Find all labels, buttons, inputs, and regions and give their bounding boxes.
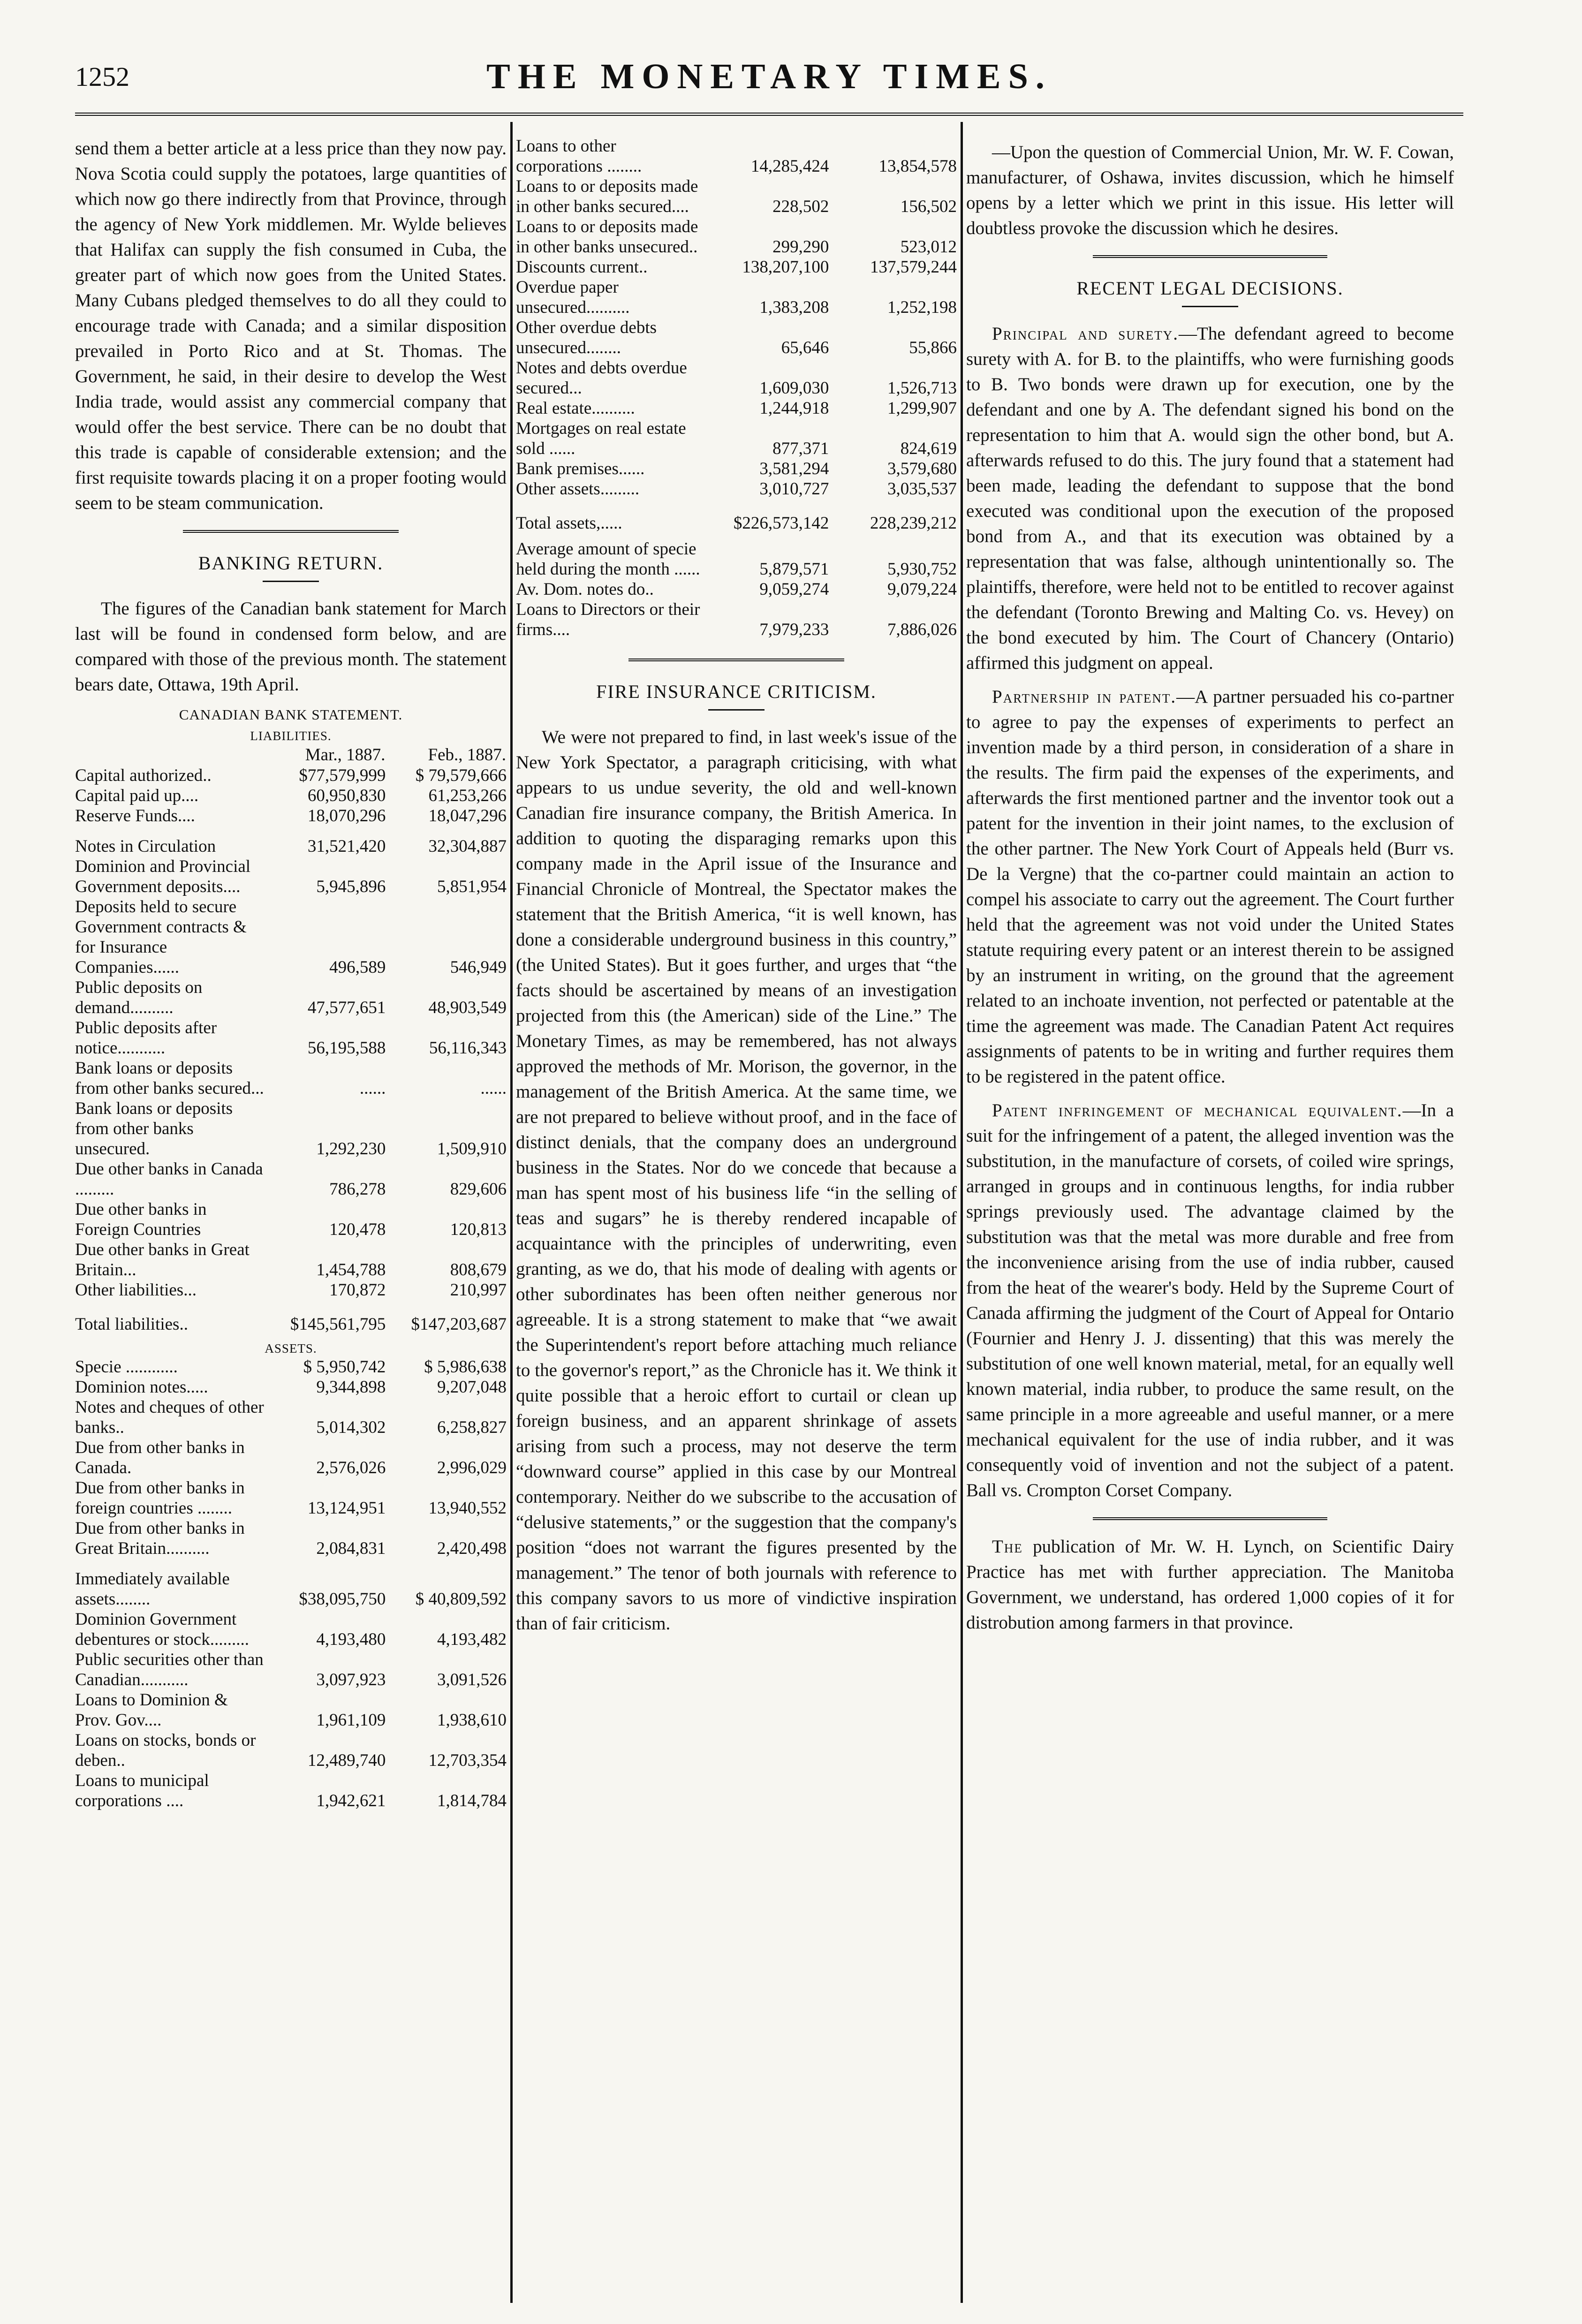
row-label: Total liabilities.. <box>75 1315 188 1334</box>
row-label: Other assets......... <box>516 479 640 499</box>
row-label: Dominion notes..... <box>75 1378 208 1397</box>
total-assets-row <box>516 499 957 539</box>
heading-rule <box>1182 306 1238 307</box>
table-row <box>75 826 507 856</box>
liabilities-caption: LIABILITIES. <box>250 729 332 743</box>
row-label: Capital authorized.. <box>75 766 212 785</box>
february-value: $ 40,809,592 <box>415 1590 507 1609</box>
february-value: 546,949 <box>450 958 507 977</box>
february-value: 55,866 <box>909 338 957 357</box>
february-value: 18,047,296 <box>428 806 507 825</box>
table-row <box>75 1377 507 1397</box>
february-value: 1,814,784 <box>437 1791 507 1810</box>
february-value: 4,193,482 <box>437 1630 507 1649</box>
table-row <box>75 1771 507 1811</box>
february-value: 210,997 <box>450 1280 507 1300</box>
row-label: Reserve Funds.... <box>75 806 195 825</box>
february-value: 9,079,224 <box>887 580 957 599</box>
table-row <box>75 977 507 1018</box>
table-row <box>516 579 957 599</box>
table-row <box>75 1357 507 1377</box>
february-value: 5,930,752 <box>887 560 957 579</box>
row-label: Real estate.......... <box>516 399 635 418</box>
row-label: Loans to municipal corporations .... <box>75 1771 209 1810</box>
february-value: 56,116,343 <box>429 1038 507 1058</box>
table-row <box>516 459 957 479</box>
row-label: Capital paid up.... <box>75 786 199 805</box>
march-value: 7,979,233 <box>759 620 829 639</box>
february-value: 32,304,887 <box>428 837 507 856</box>
february-value: 3,035,537 <box>887 479 957 499</box>
table-row <box>75 897 507 977</box>
row-label: Bank premises...... <box>516 459 645 478</box>
february-value: 12,703,354 <box>428 1751 507 1770</box>
table-row <box>75 1478 507 1518</box>
table-row <box>75 765 507 786</box>
table-row <box>75 1018 507 1058</box>
february-value: 824,619 <box>900 439 957 458</box>
banking-return-heading: BANKING RETURN. <box>198 553 384 574</box>
west-india-trade-paragraph: send them a better article at a less price than they now pay. Nova Scotia could supply the potatoes, large quantities of which now go there indirectly from that Province, through the agency of New York middlemen. Mr. Wylde believes that Halifax can supply the fish consumed in Cuba, the greater part of which now goes from the United States. Many Cubans pledged themselves to do all they could to encourage trade with Canada; and a similar disposition prevailed in Porto Rico and at St. Thomas. The Government, he said, in their desire to develop the West India trade, would assist any commercial company that would offer the best service. There can be no doubt that this trade is capable of considerable extension; and the first requisite towards placing it on a proper footing would seem to be steam communication. <box>75 138 507 513</box>
case-lead-in: Partnership in patent. <box>992 687 1177 707</box>
lead-word: The <box>992 1537 1023 1557</box>
table-row <box>75 1280 507 1300</box>
banking-return-paragraph: The figures of the Canadian bank statement for March last will be found in condensed form below, and are compared with those of the previous month. The statement bears date, Ottawa, 19th April. <box>75 598 507 695</box>
february-value: 7,886,026 <box>887 620 957 639</box>
march-value: $145,561,795 <box>290 1315 386 1334</box>
march-value: 1,292,230 <box>316 1139 386 1158</box>
section-separator <box>628 659 844 661</box>
page-header <box>75 52 1463 122</box>
row-label: Loans to Directors or their firms.... <box>516 600 700 639</box>
row-label: Notes and cheques of other banks.. <box>75 1398 264 1437</box>
row-label: Bank loans or deposits from other banks unsecured. <box>75 1099 233 1158</box>
february-value: ...... <box>480 1079 507 1098</box>
row-label: Loans on stocks, bonds or deben.. <box>75 1731 256 1770</box>
february-value: 3,579,680 <box>887 459 957 478</box>
february-value: 13,940,552 <box>428 1499 507 1518</box>
table-row <box>75 1098 507 1159</box>
february-value: 120,813 <box>450 1220 507 1239</box>
table-row <box>75 1730 507 1771</box>
dairy-practice-paragraph <box>966 1534 1454 1635</box>
february-value: 48,903,549 <box>428 998 507 1017</box>
table-row <box>75 1058 507 1098</box>
february-value: 2,996,029 <box>437 1458 507 1477</box>
february-value: 156,502 <box>900 197 957 216</box>
row-label: Loans to or deposits made in other banks unsecured.. <box>516 217 698 257</box>
march-value: 5,879,571 <box>759 560 829 579</box>
february-value: 137,579,244 <box>870 257 957 277</box>
row-label: Due from other banks in Canada. <box>75 1438 245 1477</box>
february-value: 13,854,578 <box>878 157 957 176</box>
row-label: Average amount of specie held during the month ...... <box>516 539 700 579</box>
fire-insurance-paragraph: We were not prepared to find, in last week's issue of the New York Spectator, a paragraph criticising, with what appears to us undue severity, the old and well-known Canadian fire insurance company, the British America. In addition to quoting the disparaging remarks upon this company made in the April issue of the Insurance and Financial Chronicle of Montreal, the Spectator makes the statement that the British America, “it is well known, has done a considerable underground business in this country,” (the United States). But it goes further, and urges that “the facts should be ascertained by means of an investigation projected from this (the American) side of the Line.” The Monetary Times, as may be remembered, has not always approved the methods of Mr. Morison, the governor, in the management of the British America. At the same time, we are not prepared to believe without proof, and in the face of distinct denials, that the company does an underground business in the States. Nor do we concede that because a man has spent most of his business life “in the selling of teas and sugars” he is thereby rendered incapable of acquaintance with the principles of underwriting, even granting, as we do, that his mode of dealing with agents or other subordinates has been often neither generous nor agreeable. It is a strong statement to make that “we await the Superintendent's report before attaching much reliance to the governor's report,” as the Chronicle has it. We think it quite possible that a heroic effort to curtail or clean up foreign business, and an apparent shrinkage of assets arising from such a process, may not deserve the term “downward course” applied in this case by our Montreal contemporary. Neither do we subscribe to the accusation of “delusive statements,” or the suggestion that the company's position “does not warrant the figures presented by the management.” The tenor of both journals with reference to this company savors to us more of vindictive inspiration than of fair criticism. <box>516 727 957 1634</box>
row-label: Due from other banks in foreign countries ........ <box>75 1478 245 1518</box>
row-label: Loans to other corporations ........ <box>516 136 642 176</box>
heading-rule <box>708 709 765 711</box>
row-label: Notes in Circulation <box>75 837 216 856</box>
assets-continued-table <box>516 136 957 640</box>
column-header-february: Feb., 1887. <box>428 745 506 765</box>
case-body: —In a suit for the infringement of a patent, the alleged invention was the substitution, in the manufacture of corsets, of coiled wire springs, arranged in groups and in continuous lengths, for india rubber springs previously used. The advantage claimed by the substitution was that the metal was more durable and free from the inconvenience arising from the use of india rubber, caused from the heat of the wearer's body. Held by the Supreme Court of Canada affirming the judgment of the Court of Appeal for Ontario (Fournier and Henry J. J. dissenting) that this was merely the substitution of one well known material, metal, for an equally well known material, india rubber, to produce the same result, on the same principle in a more agreeable and useful manner, or a mere mechanical equivalent for the use of india rubber, and it was consequently void of invention and not the subject of a patent. Ball vs. Crompton Corset Company. <box>966 1100 1454 1500</box>
row-label: Deposits held to secure Government contracts & for Insurance Companies...... <box>75 897 247 977</box>
column-divider-2 <box>961 122 963 2303</box>
february-value: 523,012 <box>900 237 957 257</box>
march-value: $226,573,142 <box>733 514 829 533</box>
row-label: Dominion and Provincial Government deposits.... <box>75 857 251 896</box>
table-row <box>516 277 957 318</box>
table-row <box>75 1240 507 1280</box>
march-value: $77,579,999 <box>299 766 386 785</box>
february-value: 228,239,212 <box>870 514 957 533</box>
march-value: ...... <box>359 1079 386 1098</box>
february-value: 5,851,954 <box>437 877 507 896</box>
table-row <box>516 418 957 459</box>
principal-surety-paragraph <box>966 321 1454 676</box>
case-body: —The defendant agreed to become surety with A. for B. to the plaintiffs, who were furnishing goods to B. Two bonds were drawn up for execution, one by the defendant and one by A. The defendant signed his bond on the representation to him that A. would sign the other bond, but A. afterwards refused to do this. The jury found that a statement had been made, leading the defendant to suppose that the bond executed was conditional upon the execution of the proposed bond from A., and that its execution was obtained by a representation that was false, although unintentionally so. The plaintiffs, therefore, were held not to be entitled to recover against the defendant (Toronto Brewing and Malting Co. vs. Hevey) on the bond executed by him. The Court of Chancery (Ontario) affirmed this judgment on appeal. <box>966 324 1454 673</box>
march-value: 3,581,294 <box>759 459 829 478</box>
march-value: 12,489,740 <box>307 1751 386 1770</box>
february-value: 1,299,907 <box>887 399 957 418</box>
fire-insurance-heading: FIRE INSURANCE CRITICISM. <box>596 681 877 702</box>
march-value: 1,961,109 <box>316 1711 386 1730</box>
march-value: 4,193,480 <box>316 1630 386 1649</box>
row-label: Dominion Government debentures or stock......... <box>75 1610 249 1649</box>
row-label: Specie ............ <box>75 1357 178 1377</box>
table-row <box>75 1690 507 1730</box>
table-row <box>516 318 957 358</box>
masthead-title: THE MONETARY TIMES. <box>486 57 1052 96</box>
row-label: Discounts current.. <box>516 257 648 277</box>
march-value: 786,278 <box>329 1180 386 1199</box>
row-label: Overdue paper unsecured.......... <box>516 278 630 317</box>
page-number: 1252 <box>75 61 129 92</box>
february-value: 1,252,198 <box>887 298 957 317</box>
february-value: 61,253,266 <box>428 786 507 805</box>
march-value: 47,577,651 <box>307 998 386 1017</box>
march-value: 138,207,100 <box>742 257 829 277</box>
paragraph-body: publication of Mr. W. H. Lynch, on Scientific Dairy Practice has met with further appreciation. The Manitoba Government, we understand, has ordered 1,000 copies of it for distrobution among farmers in that province. <box>966 1537 1454 1633</box>
partnership-patent-paragraph <box>966 684 1454 1090</box>
bank-statement-caption: CANADIAN BANK STATEMENT. <box>179 706 403 723</box>
heading-rule <box>263 581 319 582</box>
table-row <box>75 1518 507 1559</box>
march-value: 2,576,026 <box>316 1458 386 1477</box>
section-separator <box>1093 1517 1327 1520</box>
total-liabilities-row <box>75 1300 507 1340</box>
february-value: $147,203,687 <box>411 1315 507 1334</box>
column-divider-1 <box>510 122 513 2303</box>
legal-decisions-heading: RECENT LEGAL DECISIONS. <box>1076 278 1344 299</box>
march-value: 3,010,727 <box>759 479 829 499</box>
march-value: 2,084,831 <box>316 1539 386 1558</box>
column-1 <box>75 136 507 1811</box>
february-value: 2,420,498 <box>437 1539 507 1558</box>
section-separator <box>1093 255 1327 258</box>
table-row <box>516 479 957 499</box>
row-label: Public deposits after notice........... <box>75 1018 217 1058</box>
row-label: Due other banks in Foreign Countries <box>75 1200 207 1239</box>
table-row <box>516 599 957 640</box>
row-label: Mortgages on real estate sold ...... <box>516 419 686 458</box>
march-value: 9,059,274 <box>759 580 829 599</box>
march-value: 5,014,302 <box>316 1418 386 1437</box>
march-value: 170,872 <box>329 1280 386 1300</box>
row-label: Loans to or deposits made in other banks secured.... <box>516 177 698 216</box>
header-rule <box>75 113 1463 116</box>
row-label: Public deposits on demand.......... <box>75 978 203 1017</box>
row-label: Bank loans or deposits from other banks secured... <box>75 1059 264 1098</box>
case-lead-in: Patent infringement of mechanical equivalent. <box>992 1100 1403 1120</box>
assets-table <box>75 1357 507 1811</box>
table-row <box>75 806 507 826</box>
march-value: 1,383,208 <box>759 298 829 317</box>
table-row <box>75 1609 507 1650</box>
march-value: 31,521,420 <box>307 837 386 856</box>
march-value: 56,195,588 <box>307 1038 386 1058</box>
liabilities-table <box>75 744 507 1340</box>
table-row <box>516 398 957 418</box>
table-row <box>75 1397 507 1438</box>
case-lead-in: Principal and surety. <box>992 324 1179 344</box>
row-label: Av. Dom. notes do.. <box>516 580 654 599</box>
march-value: $ 5,950,742 <box>303 1357 386 1377</box>
march-value: 299,290 <box>772 237 829 257</box>
table-row <box>516 217 957 257</box>
february-value: 1,509,910 <box>437 1139 507 1158</box>
row-label: Immediately available assets........ <box>75 1569 230 1609</box>
patent-infringement-paragraph <box>966 1098 1454 1503</box>
march-value: 1,942,621 <box>316 1791 386 1810</box>
row-label: Loans to Dominion & Prov. Gov.... <box>75 1690 228 1730</box>
march-value: 60,950,830 <box>307 786 386 805</box>
march-value: 1,609,030 <box>759 379 829 398</box>
column-header-march: Mar., 1887. <box>305 745 386 765</box>
table-row <box>75 1559 507 1609</box>
march-value: 1,454,788 <box>316 1260 386 1279</box>
march-value: 13,124,951 <box>307 1499 386 1518</box>
row-label: Total assets,..... <box>516 514 622 533</box>
table-row <box>75 1159 507 1199</box>
column-2 <box>516 136 957 1636</box>
february-value: 808,679 <box>450 1260 507 1279</box>
column-3 <box>966 136 1454 1635</box>
february-value: 1,526,713 <box>887 379 957 398</box>
assets-caption: ASSETS. <box>265 1341 317 1355</box>
march-value: 65,646 <box>781 338 829 357</box>
february-value: $ 5,986,638 <box>424 1357 507 1377</box>
commercial-union-paragraph: —Upon the question of Commercial Union, Mr. W. F. Cowan, manufacturer, of Oshawa, invites discussion, which he himself opens by a letter which we print in this issue. His letter will doubtless provoke the discussion which he desires. <box>966 142 1454 238</box>
march-value: 18,070,296 <box>307 806 386 825</box>
february-value: 829,606 <box>450 1180 507 1199</box>
march-value: 228,502 <box>772 197 829 216</box>
march-value: 1,244,918 <box>759 399 829 418</box>
march-value: 877,371 <box>772 439 829 458</box>
row-label: Other liabilities... <box>75 1280 197 1300</box>
table-row <box>75 1438 507 1478</box>
february-value: 9,207,048 <box>437 1378 507 1397</box>
table-row <box>516 257 957 277</box>
case-body: —A partner persuaded his co-partner to agree to pay the expenses of experiments to perfect an invention made by a third person, in consideration of a share in the results. The firm paid the expenses of the experiments, and afterwards the first mentioned partner and the inventor took out a patent for the invention in their joint names, to the exclusion of the other partner. The New York Court of Appeals held (Burr vs. De la Vergne) that the co-partner could maintain an action to compel his associate to carry out the agreement. The Court further held that the agreement was not void under the United States statute requiring every patent or an interest therein to be assigned by an instrument in writing, on the ground that the agreement related to an inchoate invention, not perfected or patentable at the time the agreement was made. The Canadian Patent Act requires assignments of patents to be in writing and further requires them to be registered in the patent office. <box>966 687 1454 1087</box>
table-row <box>516 176 957 217</box>
march-value: 496,589 <box>329 958 386 977</box>
table-row <box>75 1199 507 1240</box>
table-row <box>516 358 957 398</box>
march-value: $38,095,750 <box>299 1590 386 1609</box>
table-row <box>75 1650 507 1690</box>
march-value: 14,285,424 <box>750 157 829 176</box>
february-value: 3,091,526 <box>437 1670 507 1689</box>
february-value: 1,938,610 <box>437 1711 507 1730</box>
february-value: $ 79,579,666 <box>415 766 507 785</box>
march-value: 120,478 <box>329 1220 386 1239</box>
march-value: 3,097,923 <box>316 1670 386 1689</box>
row-label: Due from other banks in Great Britain.......... <box>75 1519 245 1558</box>
row-label: Notes and debts overdue secured... <box>516 358 687 398</box>
march-value: 5,945,896 <box>316 877 386 896</box>
section-separator <box>183 530 399 533</box>
row-label: Due other banks in Canada ......... <box>75 1159 263 1199</box>
row-label: Due other banks in Great Britain... <box>75 1240 250 1279</box>
row-label: Other overdue debts unsecured........ <box>516 318 657 357</box>
table-row <box>75 856 507 897</box>
row-label: Public securities other than Canadian........... <box>75 1650 264 1689</box>
table-row <box>75 786 507 806</box>
february-value: 6,258,827 <box>437 1418 507 1437</box>
table-row <box>516 136 957 176</box>
march-value: 9,344,898 <box>316 1378 386 1397</box>
table-row <box>516 539 957 579</box>
